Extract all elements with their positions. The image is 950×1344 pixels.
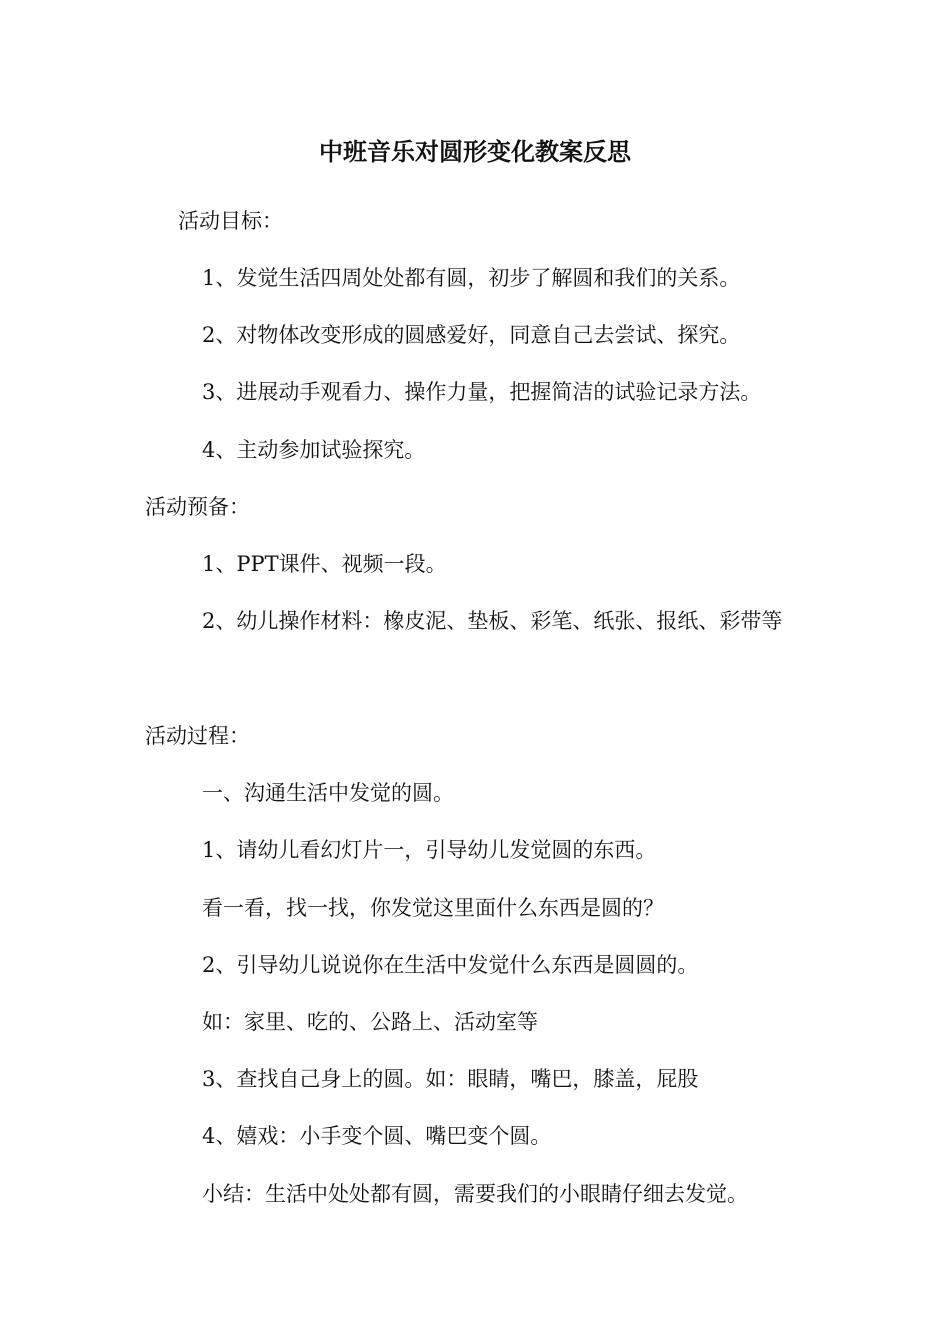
section-heading-process: 活动过程： bbox=[145, 724, 250, 748]
paragraph: 小结：生活中处处都有圆，需要我们的小眼睛仔细去发觉。 bbox=[202, 1182, 748, 1206]
paragraph: 1、PPT课件、视频一段。 bbox=[202, 552, 447, 576]
paragraph: 3、查找自己身上的圆。如：眼睛，嘴巴，膝盖，屁股 bbox=[202, 1067, 699, 1091]
paragraph: 2、对物体改变形成的圆感爱好，同意自己去尝试、探究。 bbox=[202, 323, 741, 347]
paragraph: 如：家里、吃的、公路上、活动室等 bbox=[202, 1010, 538, 1034]
section-heading-goals: 活动目标： bbox=[178, 209, 283, 233]
paragraph: 4、主动参加试验探究。 bbox=[202, 438, 426, 462]
paragraph: 1、发觉生活四周处处都有圆，初步了解圆和我们的关系。 bbox=[202, 266, 741, 290]
paragraph: 1、请幼儿看幻灯片一，引导幼儿发觉圆的东西。 bbox=[202, 838, 657, 862]
paragraph: 看一看，找一找，你发觉这里面什么东西是圆的？ bbox=[202, 896, 664, 920]
paragraph: 3、进展动手观看力、操作力量，把握简洁的试验记录方法。 bbox=[202, 380, 762, 404]
paragraph: 4、嬉戏：小手变个圆、嘴巴变个圆。 bbox=[202, 1124, 552, 1148]
section-heading-preparation: 活动预备： bbox=[145, 495, 250, 519]
paragraph: 2、引导幼儿说说你在生活中发觉什么东西是圆圆的。 bbox=[202, 953, 699, 977]
paragraph: 一、沟通生活中发觉的圆。 bbox=[202, 781, 454, 805]
document-title: 中班音乐对圆形变化教案反思 bbox=[319, 137, 631, 166]
paragraph-materials: 2、幼儿操作材料：橡皮泥、垫板、彩笔、纸张、报纸、彩带等 bbox=[202, 609, 783, 633]
